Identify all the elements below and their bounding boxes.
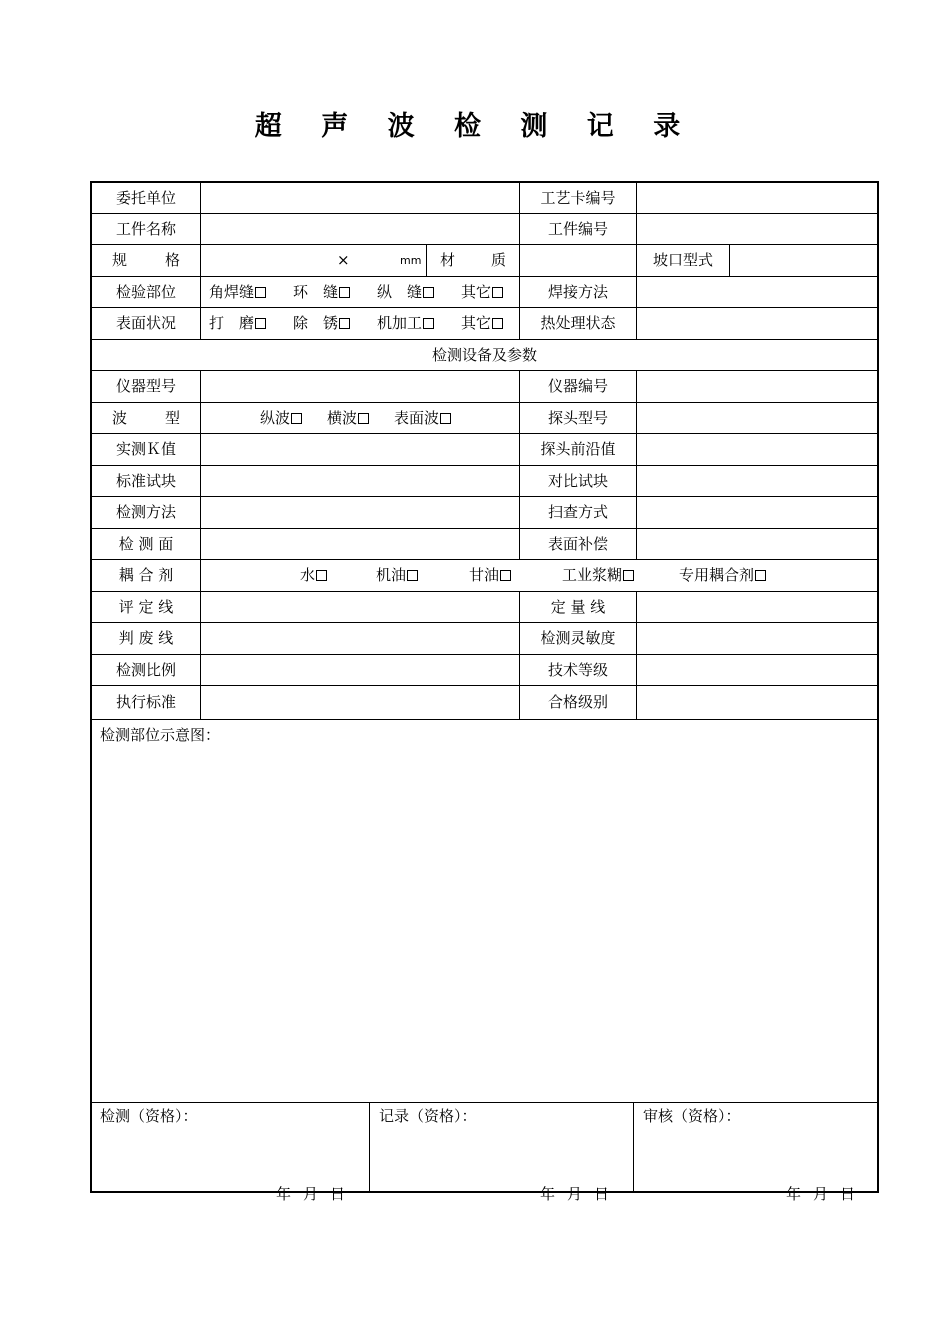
label-test-ratio: 检测比例 <box>115 661 176 679</box>
technical-grade-field[interactable] <box>637 655 877 686</box>
checkbox[interactable] <box>440 413 451 424</box>
recorder-label: 记录（资格）： <box>379 1107 477 1125</box>
checkbox[interactable] <box>407 570 418 581</box>
workpiece-no-field[interactable] <box>637 214 877 245</box>
heat-treatment-field[interactable] <box>637 308 877 339</box>
option-industrial-paste[interactable]: 工业浆糊 <box>562 560 679 591</box>
label-wave-type <box>112 403 180 434</box>
checkbox[interactable] <box>358 413 369 424</box>
inspector-label: 检测（资格）： <box>100 1107 198 1125</box>
test-ratio-field[interactable] <box>201 655 519 686</box>
option-glycerin[interactable]: 甘油 <box>469 560 562 591</box>
col-divider <box>369 1102 370 1193</box>
label-acceptance-level: 合格级别 <box>547 693 608 711</box>
option-other[interactable]: 其它 <box>461 277 503 308</box>
inspector-date: 年 月 日 <box>276 1185 346 1203</box>
label-measured-k: 实测Ｋ值 <box>115 440 176 458</box>
label-surface-compensation: 表面补偿 <box>547 535 608 553</box>
standard-block-field[interactable] <box>201 466 519 497</box>
test-surface-field[interactable] <box>201 529 519 560</box>
standard-field[interactable] <box>201 686 519 717</box>
label-instrument-model: 仪器型号 <box>115 377 176 395</box>
label-probe-front: 探头前沿值 <box>540 440 616 458</box>
instrument-no-field[interactable] <box>637 371 877 402</box>
option-girth-weld[interactable]: 环 缝 <box>293 277 377 308</box>
label-reference-block: 对比试块 <box>547 472 608 490</box>
label-client: 委托单位 <box>115 189 176 207</box>
label-probe-model: 探头型号 <box>547 409 608 427</box>
measured-k-field[interactable] <box>201 434 519 465</box>
label-workpiece-no: 工件编号 <box>547 220 608 238</box>
option-longitudinal-weld[interactable]: 纵 缝 <box>377 277 461 308</box>
option-derusted[interactable]: 除 锈 <box>293 308 377 339</box>
label-spec-a: 规 <box>112 251 128 269</box>
unit-mm: mm <box>400 254 422 267</box>
label-wave-b: 型 <box>164 409 180 427</box>
label-quantification-line: 定 量 线 <box>550 598 606 616</box>
checkbox[interactable] <box>755 570 766 581</box>
option-fillet-weld[interactable]: 角焊缝 <box>209 277 293 308</box>
label-evaluation-line: 评 定 线 <box>118 598 174 616</box>
checkbox[interactable] <box>423 318 434 329</box>
workpiece-name-field[interactable] <box>201 214 519 245</box>
label-process-card-no: 工艺卡编号 <box>540 189 616 207</box>
checkbox[interactable] <box>623 570 634 581</box>
option-longitudinal-wave[interactable]: 纵波 <box>260 403 327 434</box>
label-technical-grade: 技术等级 <box>547 661 608 679</box>
wave-type-options <box>260 403 519 434</box>
checkbox[interactable] <box>291 413 302 424</box>
inspection-part-options <box>209 277 514 308</box>
reviewer-label: 审核（资格）： <box>643 1107 741 1125</box>
option-special-couplant[interactable]: 专用耦合剂 <box>679 560 766 591</box>
option-machined[interactable]: 机加工 <box>377 308 461 339</box>
label-welding-method: 焊接方法 <box>547 283 608 301</box>
label-couplant: 耦 合 剂 <box>118 566 174 584</box>
instrument-model-field[interactable] <box>201 371 519 402</box>
scan-mode-field[interactable] <box>637 497 877 528</box>
section-equipment-params: 检测设备及参数 <box>431 346 537 364</box>
row-divider <box>92 719 877 720</box>
material-field[interactable] <box>520 245 636 276</box>
label-spec-b: 格 <box>164 251 180 269</box>
test-method-field[interactable] <box>201 497 519 528</box>
client-field[interactable] <box>201 183 519 214</box>
surface-condition-options <box>209 308 514 339</box>
option-ground[interactable]: 打 磨 <box>209 308 293 339</box>
label-sensitivity: 检测灵敏度 <box>540 629 616 647</box>
checkbox[interactable] <box>255 318 266 329</box>
evaluation-line-field[interactable] <box>201 592 519 623</box>
times-sign: × <box>337 251 350 269</box>
quantification-line-field[interactable] <box>637 592 877 623</box>
checkbox[interactable] <box>492 318 503 329</box>
reviewer-date: 年 月 日 <box>786 1185 856 1203</box>
label-scan-mode: 扫查方式 <box>547 503 608 521</box>
option-other[interactable]: 其它 <box>461 308 503 339</box>
process-card-no-field[interactable] <box>637 183 877 214</box>
acceptance-level-field[interactable] <box>637 686 877 717</box>
couplant-options <box>300 560 800 591</box>
col-divider <box>426 244 427 276</box>
label-instrument-no: 仪器编号 <box>547 377 608 395</box>
label-heat-treatment: 热处理状态 <box>540 314 616 332</box>
checkbox[interactable] <box>255 287 266 298</box>
reference-block-field[interactable] <box>637 466 877 497</box>
sensitivity-field[interactable] <box>637 623 877 654</box>
sketch-label: 检测部位示意图： <box>100 726 221 744</box>
label-test-method: 检测方法 <box>115 503 176 521</box>
row-divider <box>92 1102 877 1103</box>
label-inspection-part: 检验部位 <box>115 283 176 301</box>
label-material <box>440 245 506 276</box>
probe-front-field[interactable] <box>637 434 877 465</box>
label-surface-condition: 表面状况 <box>115 314 176 332</box>
checkbox[interactable] <box>500 570 511 581</box>
option-surface-wave[interactable]: 表面波 <box>394 403 451 434</box>
col-divider <box>633 1102 634 1193</box>
inspection-form <box>90 181 879 1193</box>
recorder-date: 年 月 日 <box>540 1185 610 1203</box>
probe-model-field[interactable] <box>637 403 877 434</box>
option-water[interactable]: 水 <box>300 560 376 591</box>
label-material-a: 材 <box>440 251 456 269</box>
label-rejection-line: 判 废 线 <box>118 629 174 647</box>
checkbox[interactable] <box>339 318 350 329</box>
checkbox[interactable] <box>339 287 350 298</box>
surface-compensation-field[interactable] <box>637 529 877 560</box>
option-shear-wave[interactable]: 横波 <box>327 403 394 434</box>
label-wave-a: 波 <box>112 409 128 427</box>
checkbox[interactable] <box>423 287 434 298</box>
label-groove-type: 坡口型式 <box>652 251 713 269</box>
label-standard: 执行标准 <box>115 693 176 711</box>
welding-method-field[interactable] <box>637 277 877 308</box>
checkbox[interactable] <box>492 287 503 298</box>
option-engine-oil[interactable]: 机油 <box>376 560 469 591</box>
checkbox[interactable] <box>316 570 327 581</box>
rejection-line-field[interactable] <box>201 623 519 654</box>
label-workpiece-name: 工件名称 <box>115 220 176 238</box>
label-spec <box>112 245 180 276</box>
sketch-area[interactable] <box>100 748 870 1098</box>
label-standard-block: 标准试块 <box>115 472 176 490</box>
label-material-b: 质 <box>490 251 506 269</box>
groove-type-field[interactable] <box>730 245 877 276</box>
page-title: 超 声 波 检 测 记 录 <box>254 111 696 142</box>
label-test-surface: 检 测 面 <box>118 535 174 553</box>
